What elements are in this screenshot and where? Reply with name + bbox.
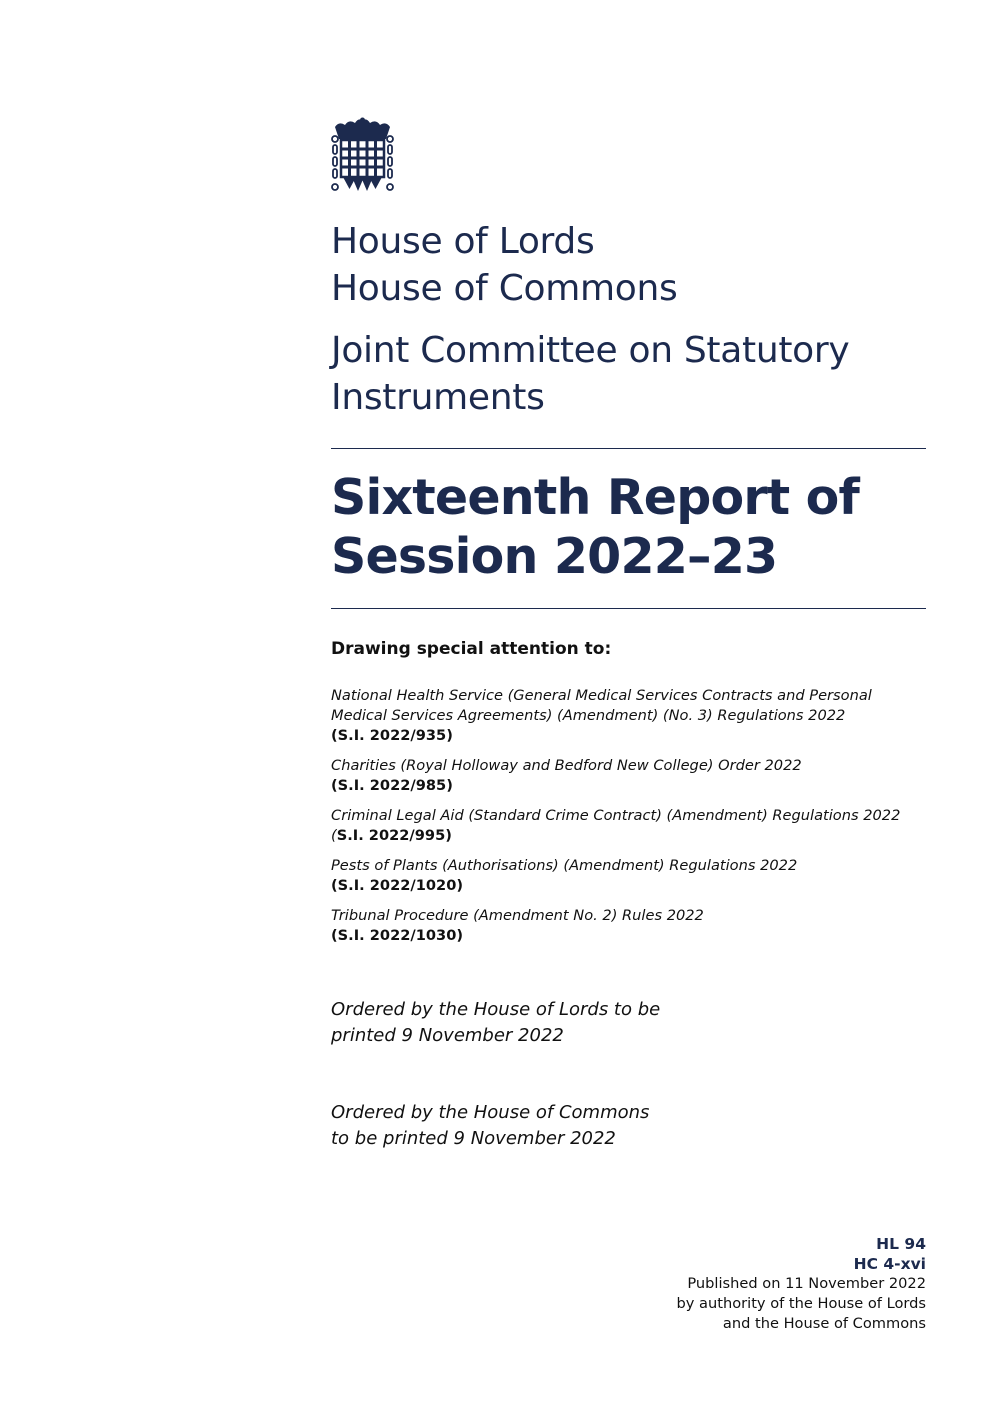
authority-line-2: and the House of Commons <box>722 1315 926 1332</box>
instrument-si: S.I. 2022/995 <box>336 827 446 844</box>
ordered-lords <box>331 997 691 1049</box>
instrument-title: National Health Service (General Medical Services Contracts and Personal Medical Services Agreements) (Amendment) (No. 3) Regulations 2022 <box>331 687 872 724</box>
divider-top <box>331 448 926 449</box>
ordered-commons <box>331 1100 691 1152</box>
hl-number: HL 94 <box>876 1235 926 1253</box>
instrument-si: S.I. 2022/1030 <box>337 927 457 944</box>
ordered-commons-line-1: Ordered by the House of Commons <box>331 1102 650 1123</box>
instrument-si: S.I. 2022/935 <box>337 727 447 744</box>
instrument-si: S.I. 2022/985 <box>337 777 447 794</box>
ordered-commons-line-2: to be printed 9 November 2022 <box>331 1128 616 1149</box>
instrument-title: Pests of Plants (Authorisations) (Amendment) Regulations 2022 <box>331 857 798 874</box>
instrument-title: Tribunal Procedure (Amendment No. 2) Rules 2022 <box>331 907 704 924</box>
authority-line-1: by authority of the House of Lords <box>676 1295 926 1312</box>
instrument-item: Charities (Royal Holloway and Bedford New College) Order 2022 (S.I. 2022/985) <box>331 757 802 794</box>
instrument-item: Pests of Plants (Authorisations) (Amendment) Regulations 2022 (S.I. 2022/1020) <box>331 857 798 894</box>
house-of-commons: House of Commons <box>331 268 678 309</box>
house-of-lords: House of Lords <box>331 221 595 262</box>
publication-info <box>677 1234 926 1334</box>
report-title-line-1: Sixteenth Report of <box>331 469 859 526</box>
ordered-lords-line-1: Ordered by the House of Lords to be <box>331 999 661 1020</box>
instrument-item: Criminal Legal Aid (Standard Crime Contract) (Amendment) Regulations 2022 (S.I. 2022/995) <box>331 807 901 844</box>
instrument-item: Tribunal Procedure (Amendment No. 2) Rules 2022 (S.I. 2022/1030) <box>331 907 704 944</box>
attention-heading: Drawing special attention to: <box>331 639 612 659</box>
divider-bottom <box>331 608 926 609</box>
committee-line-2: Instruments <box>331 377 545 418</box>
published-date: Published on 11 November 2022 <box>687 1275 926 1292</box>
hc-number: HC 4-xvi <box>853 1255 926 1273</box>
instrument-title: Criminal Legal Aid (Standard Crime Contract) (Amendment) Regulations 2022 <box>331 807 901 824</box>
house-names <box>331 218 678 312</box>
report-title <box>331 468 859 586</box>
committee-line-1: Joint Committee on Statutory <box>331 330 850 371</box>
report-title-line-2: Session 2022–23 <box>331 528 778 585</box>
committee-name <box>331 327 849 421</box>
instrument-list <box>331 686 921 956</box>
instrument-si: S.I. 2022/1020 <box>337 877 457 894</box>
parliament-portcullis-logo <box>331 117 394 195</box>
instrument-title: Charities (Royal Holloway and Bedford New College) Order 2022 <box>331 757 802 774</box>
instrument-item: National Health Service (General Medical Services Contracts and Personal Medical Services Agreements) (Amendment) (No. 3) Regulations 2022 (S.I. 2022/935) <box>331 687 872 744</box>
ordered-lords-line-2: printed 9 November 2022 <box>331 1025 564 1046</box>
